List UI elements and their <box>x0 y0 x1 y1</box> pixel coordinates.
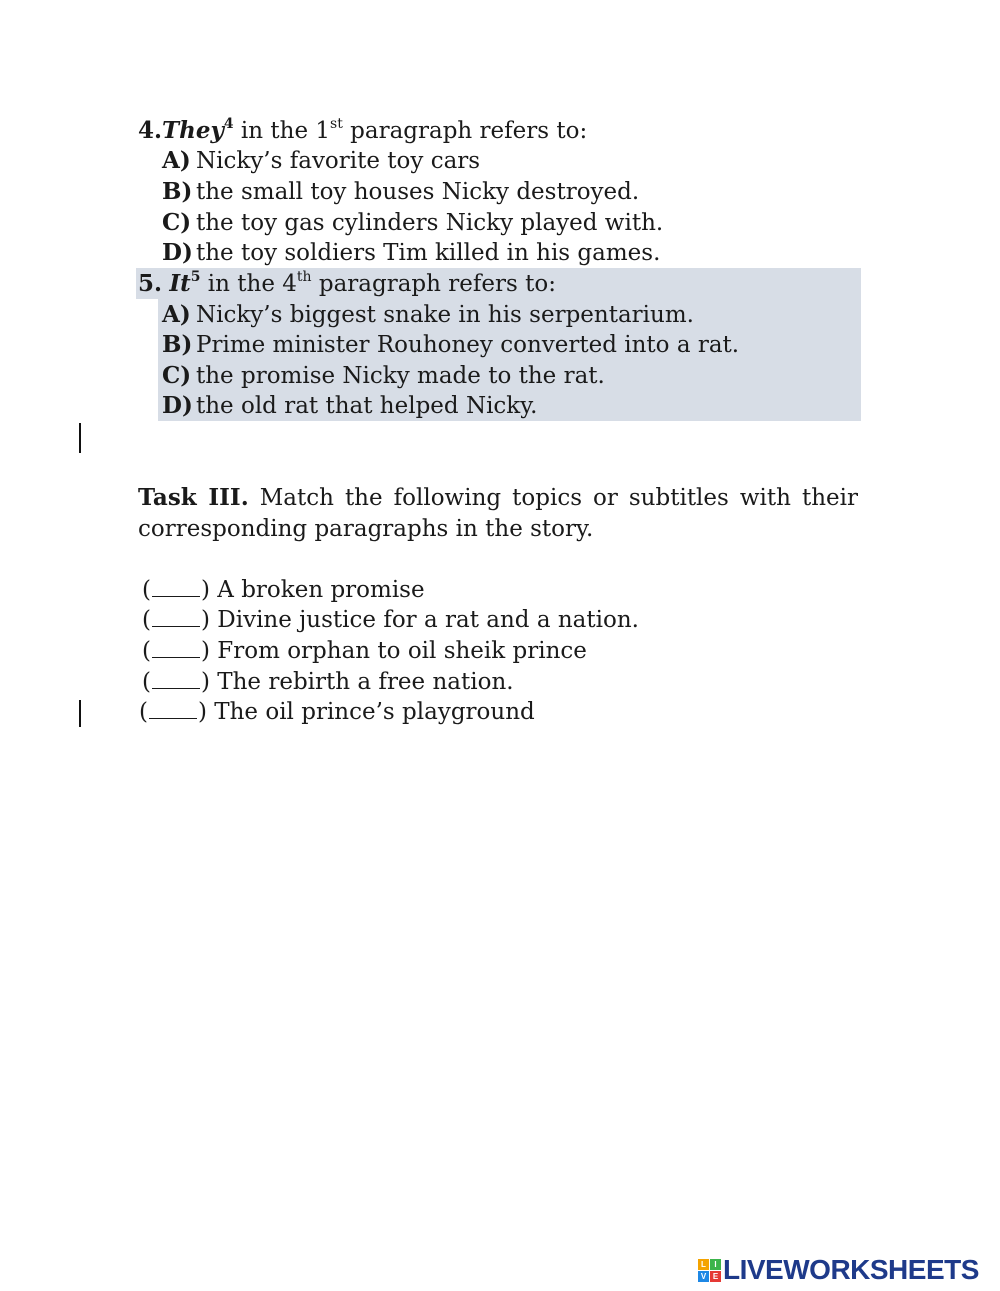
logo-mark-cell: I <box>710 1259 721 1270</box>
option-letter: A) <box>162 301 191 328</box>
option-letter: D) <box>162 392 193 419</box>
paren-close: ) <box>200 638 210 664</box>
question-4-option-a[interactable] <box>162 146 480 176</box>
paren-open: ( <box>142 638 151 664</box>
highlight-notch <box>136 299 158 421</box>
question-4-pre: in the 1 <box>233 118 331 144</box>
question-4-ordinal: st <box>330 116 343 133</box>
option-letter: A) <box>162 147 191 174</box>
paren-open: ( <box>142 669 151 695</box>
option-text: Nicky’s biggest snake in his serpentarium. <box>196 302 694 328</box>
option-text: the promise Nicky made to the rat. <box>196 363 605 389</box>
question-5-keyword: It <box>169 270 191 297</box>
option-letter: C) <box>162 209 192 236</box>
answer-blank[interactable] <box>152 576 200 597</box>
answer-blank[interactable] <box>149 698 197 719</box>
question-4-option-b[interactable] <box>162 177 639 207</box>
paren-open: ( <box>139 699 148 725</box>
question-5-pre: in the 4 <box>200 271 297 297</box>
question-5-option-a[interactable] <box>162 300 694 330</box>
answer-blank[interactable] <box>152 637 200 658</box>
option-text: Prime minister Rouhoney converted into a rat. <box>196 332 740 358</box>
question-5-post: paragraph refers to: <box>311 271 556 297</box>
match-item <box>142 575 425 605</box>
paren-close: ) <box>200 607 210 633</box>
question-4-number: 4. <box>138 117 163 144</box>
question-4-option-c[interactable] <box>162 208 663 238</box>
logo-mark-cell: V <box>698 1271 709 1282</box>
question-4-prompt <box>138 116 587 146</box>
question-5-option-b[interactable] <box>162 330 739 360</box>
task-3-label: Task III. <box>138 484 249 511</box>
paren-close: ) <box>200 577 210 603</box>
answer-blank[interactable] <box>152 668 200 689</box>
option-text: the toy soldiers Tim killed in his games. <box>196 240 661 266</box>
question-5-option-c[interactable] <box>162 361 605 391</box>
paren-open: ( <box>142 577 151 603</box>
text-cursor-marker <box>79 423 81 453</box>
question-5-keyword-sup: 5 <box>190 269 201 286</box>
liveworksheets-logo[interactable] <box>698 1255 979 1285</box>
match-item-text: A broken promise <box>217 577 425 603</box>
match-item-text: The oil prince’s playground <box>214 699 535 725</box>
question-4-keyword: They <box>162 117 224 144</box>
question-4-option-d[interactable] <box>162 238 660 268</box>
option-letter: B) <box>162 331 193 358</box>
match-item-text: The rebirth a free nation. <box>217 669 514 695</box>
question-5-number: 5. <box>138 270 163 297</box>
paren-open: ( <box>142 607 151 633</box>
logo-text: LIVEWORKSHEETS <box>723 1254 979 1285</box>
question-5-option-d[interactable] <box>162 391 538 421</box>
question-4-keyword-sup: 4 <box>223 116 234 133</box>
question-5-prompt <box>138 269 556 299</box>
paren-close: ) <box>200 669 210 695</box>
text-cursor-marker <box>79 700 81 727</box>
match-item <box>142 636 587 666</box>
logo-mark-cell: E <box>710 1271 721 1282</box>
match-item-text: Divine justice for a rat and a nation. <box>217 607 639 633</box>
question-4-post: paragraph refers to: <box>342 118 588 144</box>
option-letter: C) <box>162 362 192 389</box>
option-text: the old rat that helped Nicky. <box>196 393 538 419</box>
option-letter: B) <box>162 178 193 205</box>
option-letter: D) <box>162 239 193 266</box>
match-item <box>139 697 535 727</box>
match-item-text: From orphan to oil sheik prince <box>217 638 587 664</box>
logo-mark-icon <box>698 1259 721 1282</box>
question-5-ordinal: th <box>296 269 312 286</box>
logo-mark-cell: L <box>698 1259 709 1270</box>
option-text: Nicky’s favorite toy cars <box>196 148 481 174</box>
answer-blank[interactable] <box>152 606 200 627</box>
task-3-instruction <box>138 482 858 545</box>
match-item <box>142 605 639 635</box>
option-text: the small toy houses Nicky destroyed. <box>196 179 640 205</box>
task-3-text: Match the following topics or subtitles with their corresponding paragraphs in the story. <box>138 485 858 542</box>
paren-close: ) <box>197 699 207 725</box>
match-item <box>142 667 514 697</box>
option-text: the toy gas cylinders Nicky played with. <box>196 210 664 236</box>
